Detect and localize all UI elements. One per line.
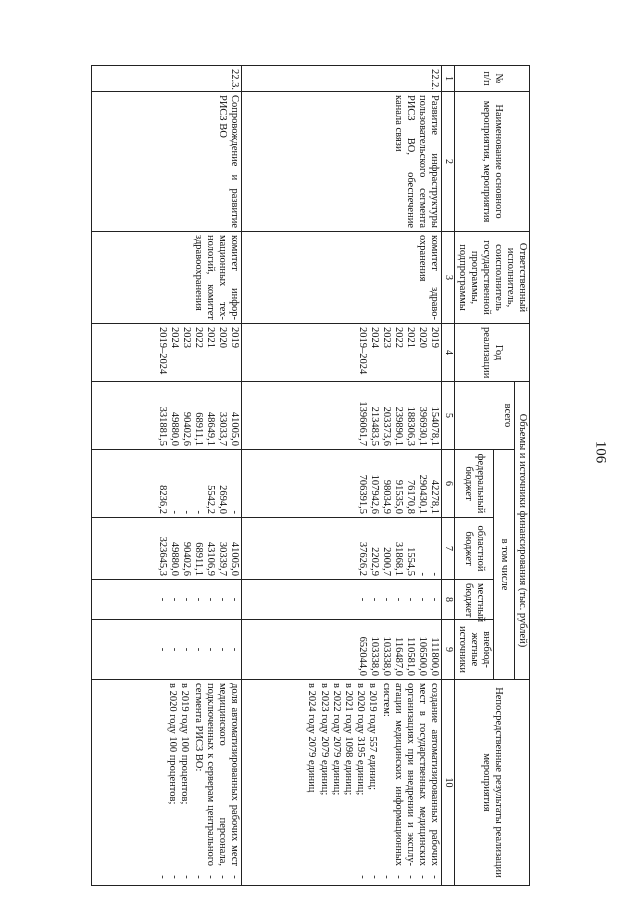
result-list: в 2019 году 100 процентов; в 2020 году 100 процентов; bbox=[166, 683, 190, 805]
column-number: 6 bbox=[442, 450, 455, 518]
column-number: 8 bbox=[442, 580, 455, 620]
header-name: Наименование основного мероприятия, мероприятия bbox=[454, 92, 529, 232]
column-number: 2 bbox=[442, 92, 455, 232]
row-name: Развитие инфраструктуры пользовательского сегмента РИСЗ ВО, обеспечение канала связи bbox=[242, 92, 442, 232]
row-number: 22.2. bbox=[242, 66, 442, 92]
header-extra: внебюд-жетные источники bbox=[454, 620, 493, 680]
row-total: 154078,1 396930,1 188306,3 239890,1 203373,6 213483,5 1396061,7 bbox=[242, 382, 442, 450]
result-dashes: - - - - - - - bbox=[356, 875, 441, 879]
table-row bbox=[92, 66, 242, 886]
column-number-row bbox=[442, 66, 455, 886]
result-list: в 2019 году 557 единиц; в 2020 году 3195 единиц; в 2021 году 1098 единиц; в 2022 году 2079 единиц; в 2023 году 2079 единиц; в 2024 году 2079 единиц bbox=[306, 683, 378, 796]
result-text: доля автоматизированных рабочих мест медицинского персонала, подключенных к серверам центрального сегмента РИСЗ ВО: bbox=[192, 683, 241, 866]
row-regional: - - 1554,5 31868,1 2000,7 2202,9 37626,2 bbox=[242, 518, 442, 580]
row-local: - - - - - - - bbox=[92, 580, 242, 620]
column-number: 10 bbox=[442, 680, 455, 886]
header-financing: Объемы и источники финансирования (тыс. рублей) bbox=[514, 382, 529, 680]
row-total: 41005,0 33033,7 48649,1 68911,1 90402,6 49880,0 331881,5 bbox=[92, 382, 242, 450]
row-executor: комитет информационных технологий, комитет здравоохранения bbox=[92, 232, 242, 324]
result-text: создание автоматизированных рабочих мест в государственных медицинских организациях при внедрении и эксплуатации медицинских информационных систем: bbox=[380, 683, 441, 866]
column-number: 4 bbox=[442, 324, 455, 382]
row-regional: 41005,0 30339,7 43106,9 68911,1 90402,6 49880,0 323645,3 bbox=[92, 518, 242, 580]
header-including: в том числе bbox=[493, 450, 514, 680]
row-result bbox=[242, 680, 442, 886]
header-num: № п/п bbox=[454, 66, 529, 92]
table-row bbox=[242, 66, 442, 886]
row-local: - - - - - - - bbox=[242, 580, 442, 620]
column-number: 7 bbox=[442, 518, 455, 580]
page-number: 106 bbox=[592, 440, 609, 464]
row-federal: 42278,1 290430,1 76170,8 91535,0 98034,9 107942,6 706391,5 bbox=[242, 450, 442, 518]
row-executor: комитет здравоохранения bbox=[242, 232, 442, 324]
header-local: местный бюджет bbox=[454, 580, 493, 620]
financing-table bbox=[91, 65, 530, 886]
column-number: 9 bbox=[442, 620, 455, 680]
header-executor: Ответственный исполнитель, соисполнитель государственной программы, подпрограммы bbox=[454, 232, 529, 324]
row-result bbox=[92, 680, 242, 886]
row-federal: - 2694,0 5542,2 - - - 8236,2 bbox=[92, 450, 242, 518]
header-results: Непосредственные результаты реализации мероприятия bbox=[454, 680, 529, 886]
row-name: Сопровождение и развитие РИСЗ ВО bbox=[92, 92, 242, 232]
row-years: 2019 2020 2021 2022 2023 2024 2019–2024 bbox=[92, 324, 242, 382]
column-number: 3 bbox=[442, 232, 455, 324]
result-dashes: - - - - - - - bbox=[156, 875, 241, 879]
header-regional: областной бюджет bbox=[454, 518, 493, 580]
header-total: всего bbox=[454, 382, 514, 450]
row-extra: 111800,0 106500,0 110581,0 116487,0 103338,0 103338,0 652044,0 bbox=[242, 620, 442, 680]
rotated-table-container bbox=[110, 65, 530, 885]
column-number: 5 bbox=[442, 382, 455, 450]
header-federal: федеральный бюджет bbox=[454, 450, 493, 518]
header-year: Год реализации bbox=[454, 324, 529, 382]
row-number: 22.3. bbox=[92, 66, 242, 92]
column-number: 1 bbox=[442, 66, 455, 92]
row-years: 2019 2020 2021 2022 2023 2024 2019–2024 bbox=[242, 324, 442, 382]
row-extra: - - - - - - - bbox=[92, 620, 242, 680]
